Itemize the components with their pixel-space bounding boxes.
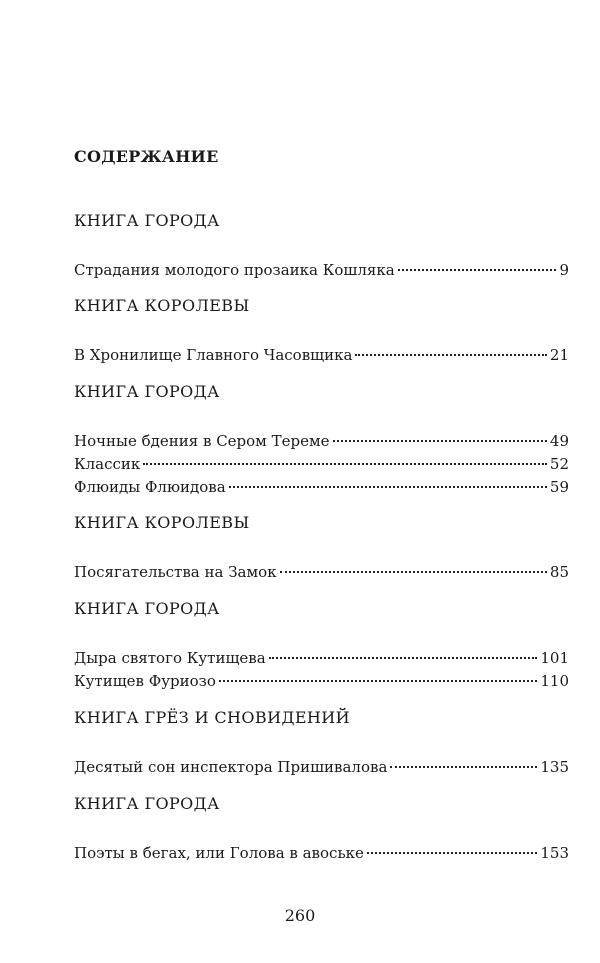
toc-title: СОДЕРЖАНИЕ	[74, 147, 219, 166]
entry-title: Флюиды Флюидова	[74, 478, 226, 496]
dot-leader	[390, 766, 537, 768]
entry-title: Десятый сон инспектора Пришивалова	[74, 758, 388, 776]
toc-section	[74, 794, 569, 865]
toc-section	[74, 211, 569, 282]
dot-leader	[143, 463, 547, 465]
dot-leader	[280, 571, 547, 573]
entry-title: Кутищев Фуриозо	[74, 672, 216, 690]
entry-page-number: 9	[559, 261, 569, 279]
entry-title: Дыра святого Кутищева	[74, 649, 266, 667]
entry-page-number: 135	[540, 758, 569, 776]
section-entries	[74, 842, 569, 865]
section-heading: КНИГА ГОРОДА	[74, 794, 220, 813]
entry-title: Страдания молодого прозаика Кошляка	[74, 261, 395, 279]
entry-page-number: 52	[549, 455, 569, 473]
entry-page-number: 49	[549, 432, 569, 450]
entry-page-number: 21	[549, 346, 569, 364]
entry-title: Поэты в бегах, или Голова в авоське	[74, 844, 364, 862]
dot-leader	[269, 657, 538, 659]
entry-title: В Хронилище Главного Часовщика	[74, 346, 353, 364]
page-number: 260	[284, 906, 316, 925]
toc-section	[74, 708, 569, 779]
entry-page-number: 85	[549, 563, 569, 581]
toc-entry	[74, 647, 569, 670]
section-entries	[74, 344, 569, 367]
section-entries	[74, 756, 569, 779]
section-heading: КНИГА ГРЁЗ И СНОВИДЕНИЙ	[74, 708, 350, 727]
toc-entry	[74, 476, 569, 499]
toc-section	[74, 296, 569, 367]
section-entries	[74, 259, 569, 282]
toc-entry	[74, 756, 569, 779]
section-entries	[74, 430, 569, 499]
section-heading: КНИГА ГОРОДА	[74, 599, 220, 618]
section-heading: КНИГА КОРОЛЕВЫ	[74, 296, 250, 315]
entry-page-number: 101	[540, 649, 569, 667]
entry-title: Ночные бдения в Сером Тереме	[74, 432, 330, 450]
entry-title: Классик	[74, 455, 141, 473]
toc-entry	[74, 430, 569, 453]
dot-leader	[219, 680, 537, 682]
toc-section	[74, 513, 569, 584]
section-heading: КНИГА ГОРОДА	[74, 382, 220, 401]
toc-entry	[74, 842, 569, 865]
dot-leader	[229, 486, 547, 488]
section-entries	[74, 561, 569, 584]
section-entries	[74, 647, 569, 693]
dot-leader	[398, 269, 557, 271]
toc-entry	[74, 453, 569, 476]
toc-entry	[74, 670, 569, 693]
dot-leader	[355, 354, 546, 356]
toc-entry	[74, 344, 569, 367]
entry-page-number: 110	[540, 672, 569, 690]
dot-leader	[333, 440, 547, 442]
section-heading: КНИГА КОРОЛЕВЫ	[74, 513, 250, 532]
toc-entry	[74, 259, 569, 282]
toc-section	[74, 599, 569, 693]
dot-leader	[367, 852, 538, 854]
toc-section	[74, 382, 569, 499]
entry-title: Посягательства на Замок	[74, 563, 277, 581]
section-heading: КНИГА ГОРОДА	[74, 211, 220, 230]
entry-page-number: 153	[540, 844, 569, 862]
entry-page-number: 59	[549, 478, 569, 496]
toc-entry	[74, 561, 569, 584]
